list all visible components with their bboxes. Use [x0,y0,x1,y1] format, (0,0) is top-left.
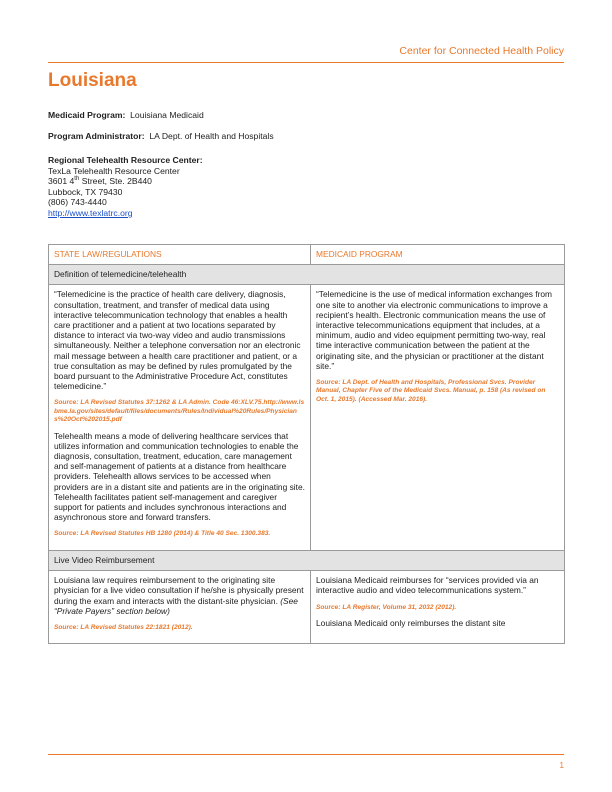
program-administrator-label: Program Administrator: [48,131,145,141]
page-number: 1 [559,761,564,770]
law-source: Source: LA Revised Statutes 22:1821 (2012). [54,623,193,631]
law-text: Louisiana law requires reimbursement to the originating site physician for a live video consultation if he/she is physically present during the exam and interacts with the distant-site physician. (See “Private Payers” section below) [54,575,304,616]
law-text: “Telemedicine is the practice of health care delivery, diagnosis, consultation, treatment, and transfer of medical data using interactive telecommunication technology that enables a health care practitioner and a patient at two locations separated by distance to interact via two-way video and audio transmissions simultaneously. Neither a telephone conversation nor an electronic mail message between a health care practitioner and patient, or a true consultation as may be defined by rules promulgated by the board pursuant to the Administrative Procedure Act, constitutes telemedicine.” [54,289,301,392]
law-source: Source: LA Revised Statutes 37:1262 & LA Admin. Code 46:XLV.75.http://www.lsbme.la.gov/sites/default/files/documents/Rules/Individual%20Rules/Physicians%20Oct%202015.pdf [54,399,305,424]
medicaid-text: Louisiana Medicaid only reimburses the distant site [316,617,506,628]
medicaid-program-label: Medicaid Program: [48,110,126,120]
program-administrator-value: LA Dept. of Health and Hospitals [149,131,274,141]
resource-center-phone: (806) 743-4440 [48,197,107,208]
state-law-cell [49,571,311,644]
header-divider [48,62,564,63]
medicaid-cell [311,285,565,550]
medicaid-text: “Telemedicine is the use of medical information exchanges from one site to another via electronic communications to improve a recipient’s health. Electronic communication means the use of interactive telecommunications equipment that includes, at a minimum, audio and video equipment permitting two-way, real time interactive communication between the patient at the originating site, and the physician or practitioner at the distant site.” [316,289,553,371]
resource-center-name: TexLa Telehealth Resource Center [48,165,180,176]
table-header-row [49,245,565,265]
law-text: Telehealth means a mode of delivering healthcare services that utilizes information and communication technologies to enable the diagnosis, consultation, treatment, education, care management and self-management of patients at a distance from healthcare providers. Telehealth allows services to be accessed when providers are in a distant site and patients are in the originating site. Telehealth facilitates patient self-management and caregiver support for patients and includes synchronous interactions and asynchronous store and forward transfers. [54,430,305,523]
section-header-row [49,550,565,570]
medicaid-source: Source: LA Register, Volume 31, 2032 (2012). [316,603,457,611]
section-title: Definition of telemedicine/telehealth [49,265,565,285]
state-law-cell [49,285,311,550]
section-header-row [49,265,565,285]
law-source: Source: LA Revised Statutes HB 1280 (2014) & Title 40 Sec. 1300.383. [54,530,271,538]
organization-header: Center for Connected Health Policy [399,45,564,57]
column-header-state-law: STATE LAW/REGULATIONS [49,245,311,265]
column-header-medicaid: MEDICAID PROGRAM [311,245,565,265]
footer-divider [48,754,564,755]
policy-table [48,244,565,644]
medicaid-source: Source: LA Dept. of Health and Hospitals, Professional Svcs. Provider Manual, Chapter Five of the Medicaid Svcs. Manual, p. 158 (As revised on Oct. 1, 2015). (Accessed Mar. 2016). [316,379,546,403]
program-administrator-line [48,131,274,142]
medicaid-cell [311,571,565,644]
page-title: Louisiana [48,70,137,91]
table-row [49,571,565,644]
section-title: Live Video Reimbursement [49,550,565,570]
medicaid-program-value: Louisiana Medicaid [130,110,204,120]
resource-center-label: Regional Telehealth Resource Center: [48,155,203,165]
table-row [49,285,565,550]
resource-center-street: 3601 4th Street, Ste. 2B440 [48,176,152,187]
medicaid-program-line [48,110,204,121]
resource-center-link[interactable]: http://www.texlatrc.org [48,207,133,218]
resource-center-city: Lubbock, TX 79430 [48,186,123,197]
resource-center-block [48,155,203,219]
medicaid-text: Louisiana Medicaid reimburses for “services provided via an interactive audio and video telecommunications system.” [316,575,539,596]
